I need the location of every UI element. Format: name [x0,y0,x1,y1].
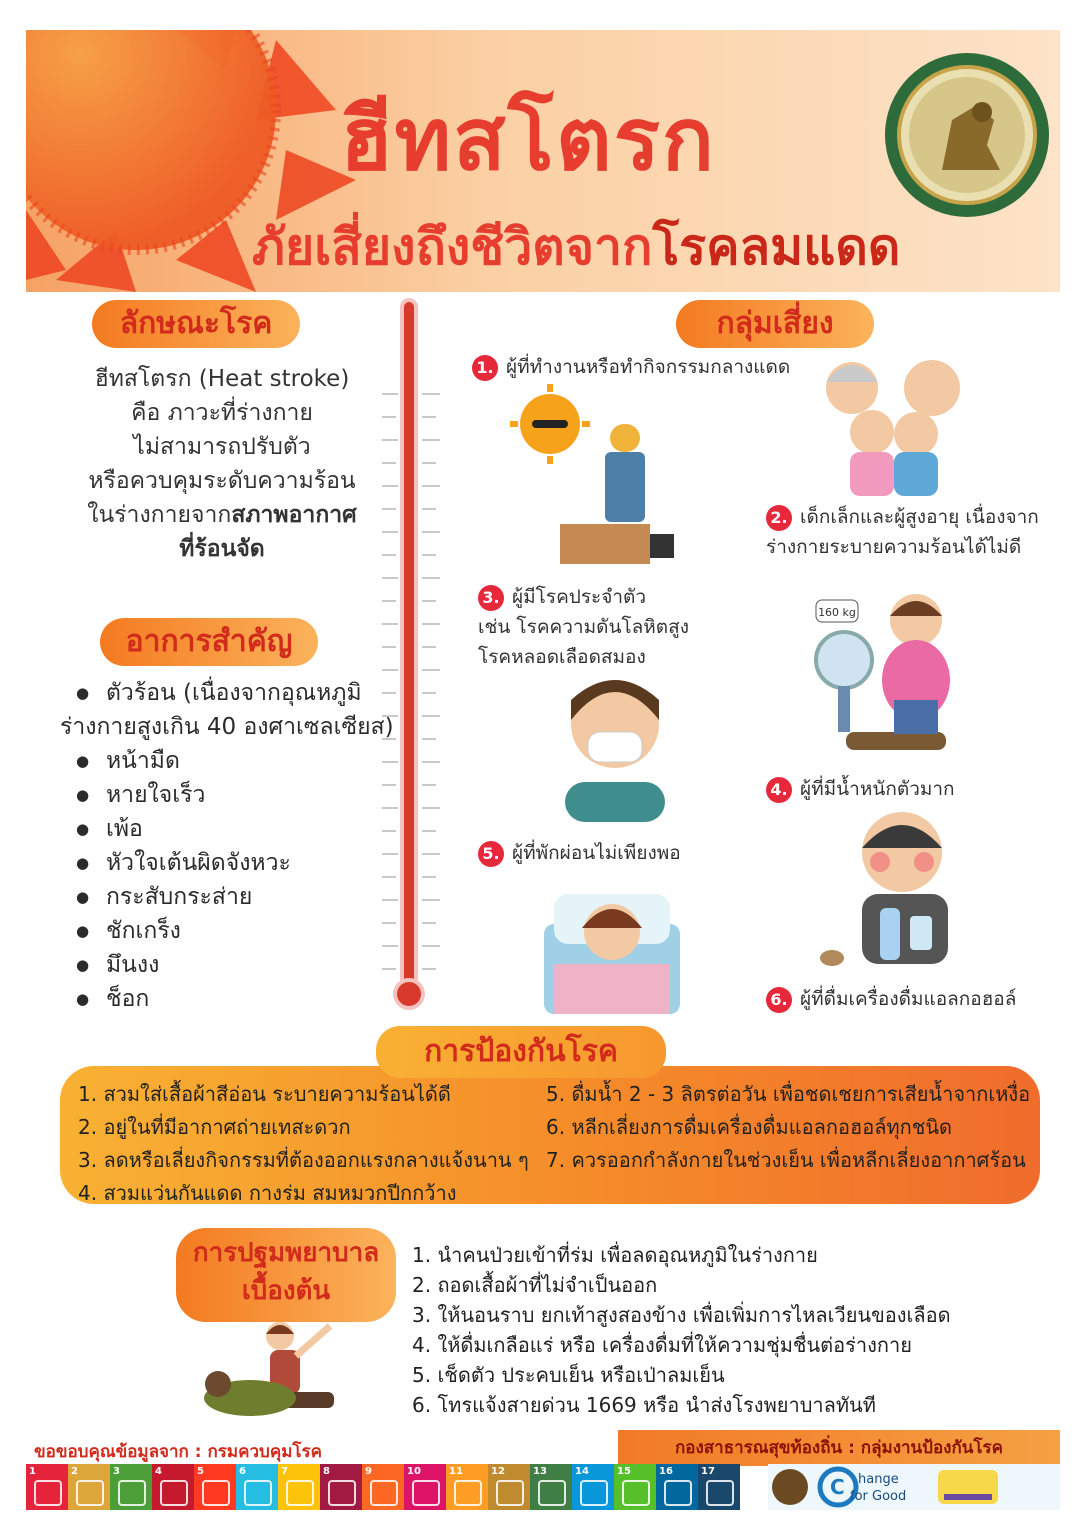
prevention-item: 5. ดื่มน้ำ 2 - 3 ลิตรต่อวัน เพื่อชดเชยการเสียน้ำจากเหงื่อ [546,1082,1031,1106]
prevention-item: 4. สวมแว่นกันแดด กางร่ม สมหมวกปีกกว้าง [78,1181,457,1205]
prevention-heading: การป้องกันโรค [376,1026,666,1078]
sdg-goal-number: 4 [155,1466,162,1477]
first-aid-step: 4. ให้ดื่มเกลือแร่ หรือ เครื่องดื่มที่ให้ความชุ่มชื่นต่อร่างกาย [412,1333,912,1357]
subtitle-bold: โรคลมแดด [652,218,901,276]
sick-person-illustration [560,670,670,822]
sdg-goal-number: 3 [113,1466,120,1477]
characteristics-text [52,362,392,566]
sdg-goal-icon [446,1464,488,1510]
symptom-item: ● มึนงง [60,948,400,982]
sdg-goal-icon [110,1464,152,1510]
prevention-item: 6. หลีกเลี่ยงการดื่มเครื่องดื่มแอลกอฮอล์ทุกชนิด [546,1115,953,1139]
sdg-goal-number: 10 [407,1466,421,1477]
sdg-goal-number: 14 [575,1466,589,1477]
first-aid-illustration [200,1320,370,1430]
characteristics-line: ไม่สามารถปรับตัว [133,434,311,460]
sdg-goal-number: 8 [323,1466,330,1477]
symptom-item: ● กระสับกระส่าย [60,880,400,914]
sdg-goal-number: 2 [71,1466,78,1477]
sleepless-person-illustration [544,884,680,1014]
sdg-goal-icon [362,1464,404,1510]
symptom-item: ● หัวใจเต้นผิดจังหวะ [60,846,400,880]
partner-logos-graphic [768,1464,1060,1510]
page-title: ฮีทสโตรก [340,90,716,190]
risk-group-5: 5. ผู้ที่พักผ่อนไม่เพียงพอ [478,838,681,868]
sdg-goal-icon [320,1464,362,1510]
characteristics-line: ฮีทสโตรก (Heat stroke) [94,366,350,392]
prevention-list-right [546,1078,1030,1177]
page-subtitle [252,208,900,287]
sdg-goal-icon [236,1464,278,1510]
symptom-item: ● ตัวร้อน (เนื่องจากอุณหภูมิ ร่างกายสูงเกิน 40 องศาเซลเซียส) [60,676,400,744]
sdg-goal-icon [614,1464,656,1510]
elderly-children-illustration [812,352,988,496]
risk-group-4: 4. ผู้ที่มีน้ำหนักตัวมาก [766,774,955,804]
sdg-goal-icon [194,1464,236,1510]
sdg-goal-number: 12 [491,1466,505,1477]
risk-heading: กลุ่มเสี่ยง [676,300,874,348]
thermometer-graphic [380,294,444,1018]
risk-group-2: 2. เด็กเล็กและผู้สูงอายุ เนื่องจาก ร่างกายระบายความร้อนได้ไม่ดี [766,506,1039,558]
symptom-item: ● หายใจเร็ว [60,778,400,812]
first-aid-step: 3. ให้นอนราบ ยกเท้าสูงสองข้าง เพื่อเพิ่มการไหลเวียนของเลือด [412,1303,951,1327]
first-aid-step: 6. โทรแจ้งสายด่วน 1669 หรือ นำส่งโรงพยาบาลทันที [412,1393,876,1417]
first-aid-step: 5. เช็ดตัว ประคบเย็น หรือเป่าลมเย็น [412,1363,725,1387]
sdg-goal-number: 17 [701,1466,715,1477]
number-badge: 3. [478,585,504,611]
sdg-goal-icon [572,1464,614,1510]
symptoms-heading: อาการสำคัญ [100,618,318,666]
sdg-goal-icon [152,1464,194,1510]
sdg-goal-icon [488,1464,530,1510]
subtitle-plain: ภัยเสี่ยงถึงชีวิตจาก [252,218,653,276]
number-badge: 1. [472,355,498,381]
sdg-icon-strip [26,1464,768,1510]
drinking-person-illustration [818,808,968,976]
characteristics-line: ที่ร้อนจัด [179,536,265,562]
department-seal-logo [882,50,1052,220]
number-badge: 4. [766,777,792,803]
sdg-goal-icon [404,1464,446,1510]
source-credit: ขอขอบคุณข้อมูลจาก : กรมควบคุมโรค [34,1442,323,1462]
prevention-item: 1. สวมใส่เสื้อผ้าสีอ่อน ระบายความร้อนได้ดี [78,1082,451,1106]
department-label: กองสาธารณสุขท้องถิ่น : กลุ่มงานป้องกันโรค [618,1430,1060,1466]
number-badge: 2. [766,505,792,531]
first-aid-heading: การปฐมพยาบาล เบื้องต้น [176,1228,396,1322]
sdg-goal-number: 9 [365,1466,372,1477]
prevention-list-left [78,1078,529,1210]
sdg-goal-icon [26,1464,68,1510]
characteristics-line: หรือควบคุมระดับความร้อน [88,468,356,494]
first-aid-step: 1. นำคนป่วยเข้าที่ร่ม เพื่อลดอุณหภูมิในร่างกาย [412,1243,818,1267]
prevention-item: 7. ควรออกกำลังกายในช่วงเย็น เพื่อหลีกเลี่ยงอากาศร้อน [546,1148,1026,1172]
sdg-goal-number: 1 [29,1466,36,1477]
risk-group-6: 6. ผู้ที่ดื่มเครื่องดื่มแอลกอฮอล์ [766,984,1016,1014]
characteristics-heading: ลักษณะโรค [92,300,300,348]
symptom-item: ● เพ้อ [60,812,400,846]
sdg-goal-number: 11 [449,1466,463,1477]
characteristics-line: คือ ภาวะที่ร่างกาย [131,400,313,426]
sdg-goal-number: 5 [197,1466,204,1477]
first-aid-list [412,1240,951,1420]
number-badge: 6. [766,987,792,1013]
first-aid-step: 2. ถอดเสื้อผ้าที่ไม่จำเป็นออก [412,1273,658,1297]
logo-change-text: hange [858,1472,899,1487]
sdg-goal-number: 7 [281,1466,288,1477]
symptom-item: ● ชักเกร็ง [60,914,400,948]
prevention-item: 2. อยู่ในที่มีอากาศถ่ายเทสะดวก [78,1115,351,1139]
partner-logos [768,1464,1060,1510]
sdg-goal-icon [530,1464,572,1510]
sdg-goal-number: 6 [239,1466,246,1477]
risk-group-1: 1. ผู้ที่ทำงานหรือทำกิจกรรมกลางแดด [472,352,790,382]
symptom-item: ● ช็อก [60,982,400,1016]
sdg-goal-number: 16 [659,1466,673,1477]
overweight-scale-illustration [806,590,954,760]
sdg-goal-icon [698,1464,740,1510]
risk-group-3: 3. ผู้มีโรคประจำตัว เช่น โรคความดันโลหิตสูง โรคหลอดเลือดสมอง [478,586,690,668]
sdg-goal-number: 15 [617,1466,631,1477]
sdg-goal-icon [278,1464,320,1510]
number-badge: 5. [478,841,504,867]
scale-label: 160 kg [818,606,856,619]
logo-c: C [830,1475,845,1499]
logo-good-text: for Good [850,1489,907,1504]
prevention-item: 3. ลดหรือเลี่ยงกิจกรรมที่ต้องออกแรงกลางแจ้งนาน ๆ [78,1148,529,1172]
sdg-goal-icon [656,1464,698,1510]
characteristics-line: ในร่างกายจากสภาพอากาศ [87,502,357,528]
sdg-goal-number: 13 [533,1466,547,1477]
symptom-item: ● หน้ามืด [60,744,400,778]
sdg-goal-icon [68,1464,110,1510]
sun-worker-illustration [500,384,700,564]
symptoms-list [60,676,400,1016]
